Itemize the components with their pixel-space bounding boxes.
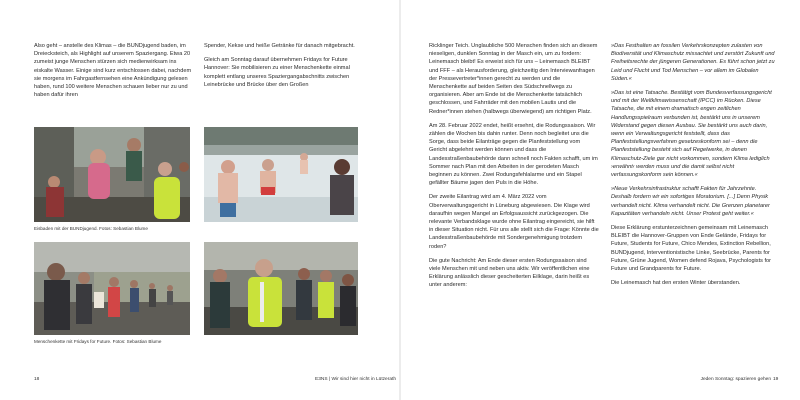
- right-column-2: [611, 42, 777, 293]
- left-column-2: [204, 42, 362, 95]
- paragraph: Also geht – anstelle des Klimas – die BUNDjugend baden, im Dreiecksteich, als Highlight auf unserem Spaziergang. Etwa 20 zumeist junge Menschen stürzen sich medienwirksam ins eiskalte Wasser. Einige sind kurz entschlossen dabei, nachdem sie morgens im Fahrgastfernsehen eine Ankündigung gelesen haben, rund 100 weitere Menschen schauen lieber nur zu und haben dafür ihren: [34, 43, 192, 99]
- paragraph: Spender, Kekse und heiße Getränke für danach mitgebracht.: [204, 43, 355, 49]
- right-page: [401, 0, 800, 400]
- paragraph: Der zweite Eilantrag wird am 4. März 2022 vom Oberverwaltungsgericht in Lüneburg abgewiesen. Die Klage wird daraufhin wegen Mangel an Erfolgsaussicht zurückgezogen. Die relevante Verbandsklage wurde ohne Eilantrag eingereicht, sie hilft in dieser Situation nicht. Für uns alle stellt sich die Frage: Könnte die Landesstraßenbaubehörde mit Sondergenehmigung trotzdem roden?: [429, 194, 599, 250]
- photo-human-chain: [34, 242, 190, 335]
- photo-human-chain-vest: [204, 242, 358, 335]
- paragraph: Am 28. Februar 2022 endet, heißt ersehnt, die Rodungssaison. Wir zählen die Wochen bis dahin runter. Denn noch begleitet uns die Sorge, dass beide Eilanträge gegen die Planfeststellung vom Gericht abgelehnt werden können und dass die Landesstraßenbaubehörde dann schnell noch Fakten schafft, um im Sommer nach Plan mit den Arbeiten in der gerodeten Masch beginnen zu können. Zwei Rodungsfehlalarme und ein Stapel gefällter Bäume jagen den Puls in die Höhe.: [429, 122, 598, 187]
- photo-caption-2: Menschenkette mit Fridays for Future. Fotos: Sebastian Blume: [34, 339, 162, 344]
- page-number-right: 19: [773, 377, 779, 382]
- page-number-left: 18: [34, 377, 40, 382]
- quote: »Das ist eine Tatsache. Bestätigt vom Bundesverfassungsgericht und mit der Weltklimawissenschaft (IPCC) im Rücken. Diese Tatsache, die mit einem dramatisch engen zeitlichen Handlungsspielraum verbunden ist, bestärkt uns in unserem Widerstand gegen diesen Ausbau. Sie bestärkt uns auch darin, wenn ein Verwaltungsgericht feststellt, dass das Planfeststellungsverfahren gesetzeskonform sei – denn die Planfeststellung besteht sich auf Regelwerke, in denen Klimaschutz-Ziele gar nicht vorkommen, sondern Klima lediglich ›erwähnt‹ werden muss und die damit selbst nicht verfassungskonform sein können.«: [611, 90, 772, 179]
- human-chain-vest-photo-icon: [204, 242, 358, 335]
- photo-winter-bathing: [34, 127, 190, 222]
- photo-caption-1: Eisbaden mit der BUNDjugend. Fotos: Sebastian Blume: [34, 226, 148, 231]
- paragraph: Ricklinger Teich. Unglaubliche 500 Menschen finden sich an diesem nieseligen, dunklen Sonntag in der Masch ein, um zu fordern: Leinemasch bleibt! Es erweist sich für uns – Leinemasch BLEIBT und FFF – als Herausforderung, gleichzeitig den Interviewanfragen der Pressevertreter*innen gerecht zu werden und die Menschenkette auf beiden Seiten des Südschnellwegs zu organisieren. Aber am Ende ist die Menschenkette tatsächlich geschlossen, und Fahrräder mit den mobilen Lautis und die Redner*innen stehen (halbwegs überwiegend) am richtigen Platz.: [429, 43, 598, 115]
- paragraph: Gleich am Sonntag darauf übernehmen Fridays for Future Hannover: Sie mobilisieren zu einer Menschenkette einmal komplett entlang unseres Spaziergangabschnitts zwischen Leinebrücke und Brücke über den Großen: [204, 57, 350, 88]
- quote: »Neue Verkehrsinfrastruktur schafft Fakten für Jahrzehnte. Deshalb fordern wir ein sofortiges Moratorium. [...] Denn Physik verhandelt nicht. Klima verhandelt nicht. Die Grenzen planetarer Kapazitäten verhandeln nicht. Unser Protest geht weiter.«: [611, 186, 770, 217]
- paragraph: Diese Erklärung erstunterzeichnen gemeinsam mit Leinemasch BLEIBT die Hannover-Gruppen von Ende Gelände, Fridays for Future, Students for Future, Chico Mendes, Extinction Rebellion, BUNDjugend, Interventionistische Linke, Seebrücke, Parents for Future, Grüne Jugend, Women defend Rojava, Psychologists for Future und Grandparents for Future.: [611, 225, 772, 273]
- running-footer-left: E3NS | Wir sind hier nicht in Lützerath: [315, 377, 396, 382]
- paragraph: Die gute Nachricht: Am Ende dieser ersten Rodungssaison sind viele Menschen mit und neben uns aktiv. Wir veröffentlichen eine Erklärung anlässlich dieser gescheiterten Eilklage, darin heißt es unter anderem:: [429, 257, 590, 289]
- human-chain-photo-icon: [34, 242, 190, 335]
- right-column-1: [429, 42, 599, 296]
- running-footer-right: Jeden Sonntag: spazieren gehen: [700, 377, 771, 382]
- winter-bathing-photo-icon: [34, 127, 190, 222]
- paragraph: Die Leinemasch hat den ersten Winter überstanden.: [611, 280, 741, 287]
- photo-ice-bathing: [204, 127, 358, 222]
- left-page: [0, 0, 399, 400]
- ice-bathing-photo-icon: [204, 127, 358, 222]
- quote: »Das Festhalten an fossilen Verkehrskonzepten zulasten von Biodiversität und Klimaschutz missachtet und zerstört Zukunft und Freiheitsrechte der jüngeren Generationen. Es führt schon jetzt zu Leid und Flucht und Tod Menschen – vor allem im Globalen Süden.«: [611, 43, 775, 82]
- left-column-1: [34, 42, 194, 105]
